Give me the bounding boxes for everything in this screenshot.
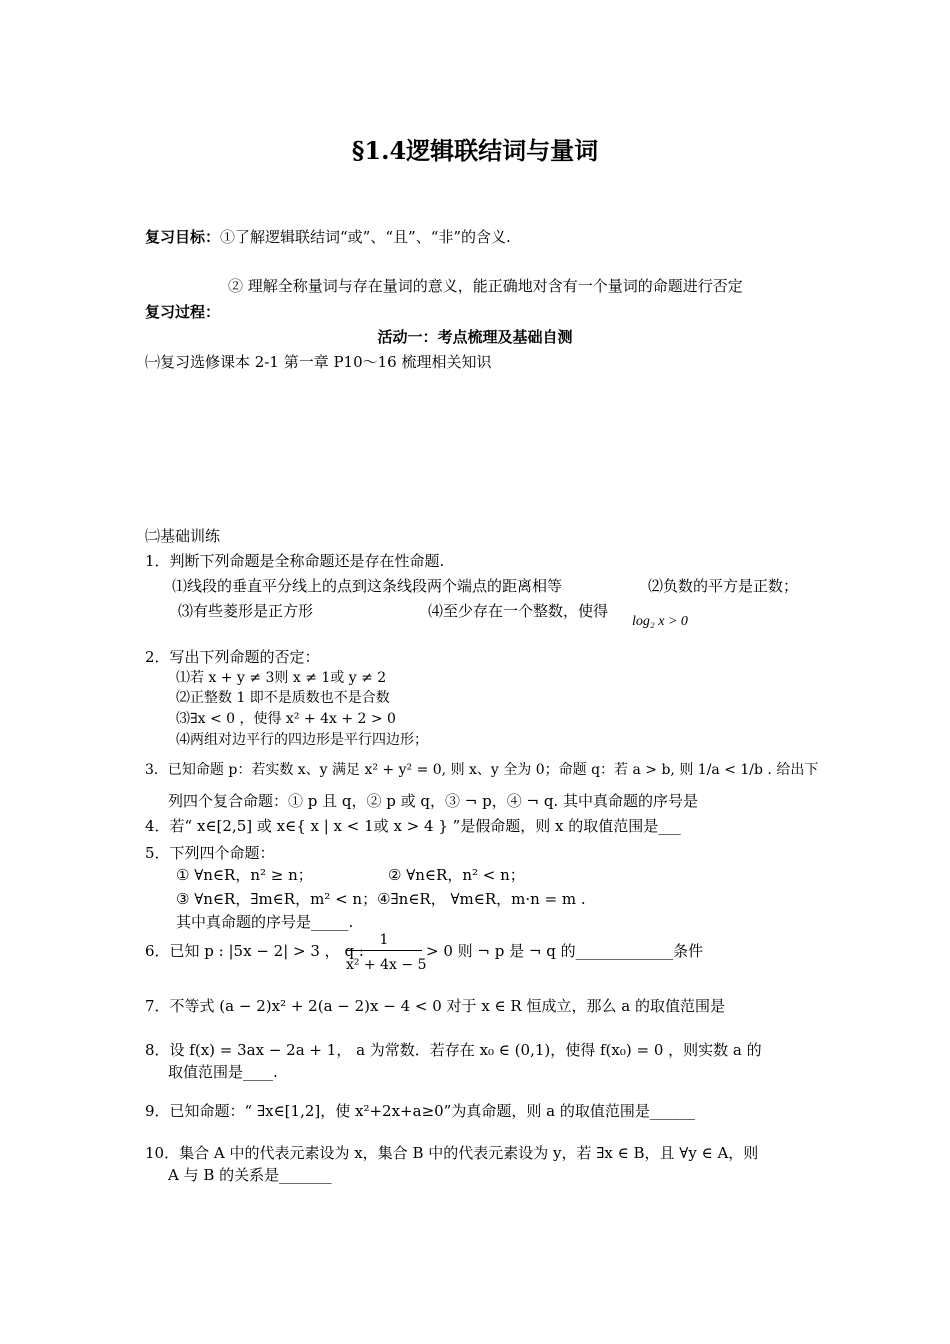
process-label: 复习过程： bbox=[145, 303, 221, 321]
q5-conclusion: 其中真命题的序号是_____. bbox=[176, 913, 354, 931]
q9-line: 9．已知命题：“ ∃x∈[1,2]，使 x²+2x+a≥0”为真命题，则 a 的取值范围是______ bbox=[145, 1102, 695, 1120]
q2-stem: 2．写出下列命题的否定： bbox=[145, 648, 320, 666]
q7-line: 7．不等式 (a − 2)x² + 2(a − 2)x − 4 < 0 对于 x ∈ R 恒成立，那么 a 的取值范围是 bbox=[145, 997, 725, 1015]
q8-line-1: 8．设 f(x) = 3ax − 2a + 1， a 为常数．若存在 x₀ ∈ (0,1)，使得 f(x₀) = 0 ，则实数 a 的 bbox=[145, 1041, 762, 1059]
q6-fraction-denominator: x² + 4x − 5 bbox=[346, 957, 427, 973]
q10-line-2: A 与 B 的关系是_______ bbox=[168, 1166, 332, 1184]
section-basic-training: ㈡基础训练 bbox=[145, 527, 221, 545]
q6-suffix: > 0 则 ¬ p 是 ¬ q 的_____________条件 bbox=[426, 942, 704, 960]
q3-line-1: 3．已知命题 p：若实数 x、y 满足 x² + y² = 0, 则 x、y 全为 0；命题 q：若 a > b, 则 1/a < 1/b . 给出下 bbox=[145, 762, 819, 778]
q1-item-d-math: log₂ x > 0 bbox=[632, 614, 688, 629]
q2-item-b: ⑵正整数 1 即不是质数也不是合数 bbox=[176, 690, 390, 706]
activity-heading: 活动一：考点梳理及基础自测 bbox=[377, 328, 573, 346]
goal-2: ② 理解全称量词与存在量词的意义，能正确地对含有一个量词的命题进行否定 bbox=[228, 277, 743, 295]
q4-line: 4．若“ x∈[2,5] 或 x∈{ x | x < 1或 x > 4 } ”是假命题，则 x 的取值范围是___ bbox=[145, 817, 681, 835]
q5-items-3-4: ③ ∀n∈R，∃m∈R，m² < n；④∃n∈R， ∀m∈R，m·n = m . bbox=[176, 890, 586, 908]
q5-stem: 5．下列四个命题： bbox=[145, 844, 275, 862]
goals-label: 复习目标： bbox=[145, 228, 221, 246]
q8-line-2: 取值范围是____. bbox=[168, 1063, 278, 1081]
q1-item-d: ⑷至少存在一个整数，使得 bbox=[428, 602, 609, 620]
q6-fraction-numerator: 1 bbox=[346, 930, 422, 951]
q5-item-1: ① ∀n∈R，n² ≥ n； bbox=[176, 866, 313, 884]
page-title: §1.4逻辑联结词与量词 bbox=[351, 136, 599, 165]
q6-prefix: 6．已知 p : |5x − 2| > 3 ， q : bbox=[145, 942, 364, 960]
q1-item-c: ⑶有些菱形是正方形 bbox=[178, 602, 314, 620]
q5-item-2: ② ∀n∈R，n² < n； bbox=[388, 866, 525, 884]
q2-item-a: ⑴若 x + y ≠ 3则 x ≠ 1或 y ≠ 2 bbox=[176, 670, 387, 686]
goals-line bbox=[145, 227, 511, 247]
q1-item-b: ⑵负数的平方是正数； bbox=[648, 577, 799, 595]
q10-line-1: 10．集合 A 中的代表元素设为 x，集合 B 中的代表元素设为 y，若 ∃x ∈ B，且 ∀y ∈ A，则 bbox=[145, 1144, 759, 1162]
q3-line-2: 列四个复合命题：① p 且 q，② p 或 q，③ ¬ p，④ ¬ q. 其中真命题的序号是 bbox=[168, 792, 698, 810]
q2-item-c: ⑶∃x < 0 ，使得 x² + 4x + 2 > 0 bbox=[176, 711, 396, 727]
q1-stem: 1．判断下列命题是全称命题还是存在性命题. bbox=[145, 552, 445, 570]
section-review: ㈠复习选修课本 2-1 第一章 P10～16 梳理相关知识 bbox=[145, 353, 492, 371]
goal-1: ①了解逻辑联结词“或”、“且”、“非”的含义. bbox=[220, 228, 511, 246]
q2-item-d: ⑷两组对边平行的四边形是平行四边形； bbox=[176, 732, 428, 748]
q1-item-a: ⑴线段的垂直平分线上的点到这条线段两个端点的距离相等 bbox=[172, 577, 563, 595]
